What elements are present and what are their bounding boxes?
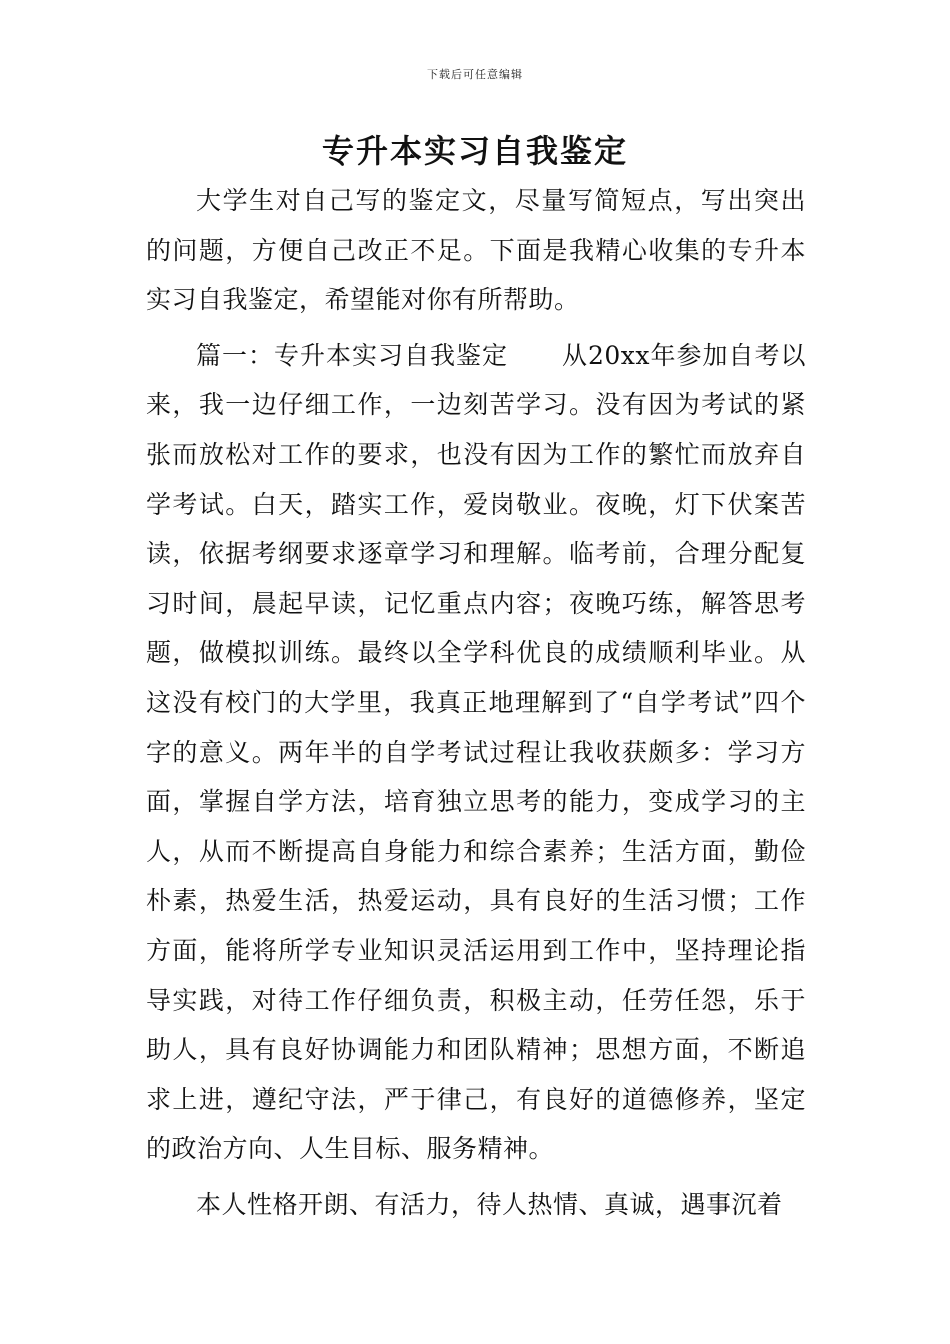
document-body (146, 176, 806, 1229)
closing-paragraph: 本人性格开朗、有活力，待人热情、真诚，遇事沉着 (196, 1189, 783, 1219)
header-note: 下载后可任意编辑 (427, 68, 523, 81)
section-body: 从20xx年参加自考以来，我一边仔细工作，一边刻苦学习。没有因为考试的紧张而放松对工作的要求，也没有因为工作的繁忙而放弃自学考试。白天，踏实工作，爱岗敬业。夜晚，灯下伏案苦读，依据考纲要求逐章学习和理解。临考前，合理分配复习时间，晨起早读，记忆重点内容；夜晚巧练，解答思考题，做模拟训练。最终以全学科优良的成绩顺利毕业。从这没有校门的大学里，我真正地理解到了“自学考试”四个字的意义。两年半的自学考试过程让我收获颇多：学习方面，掌握自学方法，培育独立思考的能力，变成学习的主人，从而不断提高自身能力和综合素养；生活方面，勤俭朴素，热爱生活，热爱运动，具有良好的生活习惯；工作方面，能将所学专业知识灵活运用到工作中，坚持理论指导实践，对待工作仔细负责，积极主动，任劳任怨，乐于助人，具有良好协调能力和团队精神；思想方面，不断追求上进，遵纪守法，严于律己，有良好的道德修养，坚定的政治方向、人生目标、服务精神。 (146, 340, 806, 1164)
intro-paragraph: 大学生对自己写的鉴定文，尽量写简短点，写出突出的问题，方便自己改正不足。下面是我精心收集的专升本实习自我鉴定，希望能对你有所帮助。 (146, 186, 806, 315)
section-paragraph (146, 331, 806, 1174)
document-title: 专升本实习自我鉴定 (321, 132, 628, 170)
section-label: 篇一：专升本实习自我鉴定 (196, 340, 508, 370)
